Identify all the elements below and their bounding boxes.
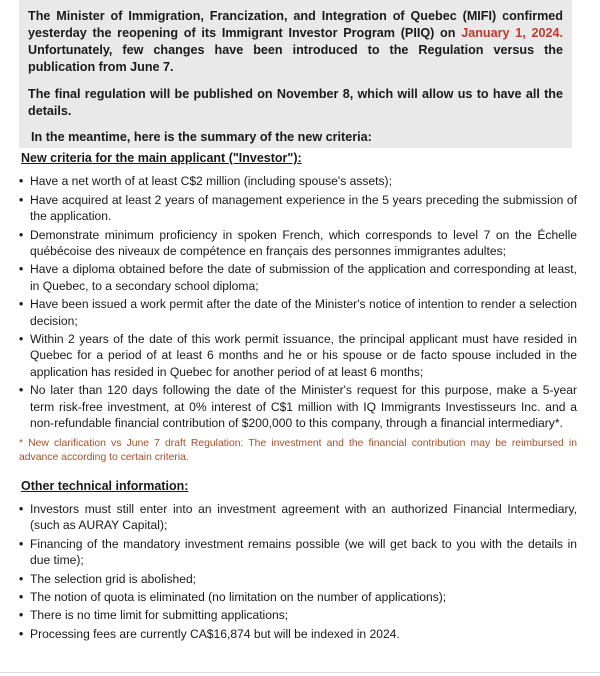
bullet-icon: • — [19, 501, 24, 516]
list-item: • Processing fees are currently CA$16,874 but will be indexed in 2024. — [19, 626, 400, 641]
list-item: • The notion of quota is eliminated (no limitation on the number of applications); — [19, 589, 447, 604]
bullet-icon: • — [19, 332, 24, 347]
intro-p1-text: The Minister of Immigration, Francization, and Integration of Quebec (MIFI) confirmed yesterday the reopening of its Immigrant Investor Program (PIIQ) on — [28, 9, 563, 40]
list-item: • Investors must still enter into an investment agreement with an authorized Financial Intermediary, (such as AURAY Capital); — [19, 501, 577, 533]
page-divider — [0, 672, 600, 673]
list-item: • Have a diploma obtained before the date of submission of the application and corresponding at least, in Quebec, to a secondary school diploma; — [19, 262, 577, 293]
bullet-icon: • — [19, 174, 24, 189]
bullet-icon: • — [19, 383, 24, 398]
reopening-date: January 1, 2024. — [461, 26, 563, 40]
bullet-icon: • — [19, 608, 24, 623]
bullet-icon: • — [19, 227, 24, 242]
bullet-icon: • — [19, 626, 24, 641]
bullet-icon: • — [19, 262, 24, 277]
list-item: • Demonstrate minimum proficiency in spoken French, which corresponds to level 7 on the Échelle québécoise des niveaux de compétence en français des personnes immigrantes adultes; — [19, 227, 577, 259]
intro-paragraph-1 — [28, 8, 563, 76]
bullet-icon: • — [19, 192, 24, 207]
intro-p1-end: Unfortunately, few changes have been introduced to the Regulation versus the publication from June 7. — [28, 43, 563, 74]
section1-heading: New criteria for the main applicant ("Investor"): — [21, 151, 302, 165]
main-content — [19, 150, 577, 644]
list-item: • No later than 120 days following the date of the Minister's request for this purpose, make a 5-year term risk-free investment, at 0% interest of C$1 million with IQ Immigrants Investisseurs Inc. and a non-refundable financial contribution of $200,000 to this company, through a financial intermediary*. — [19, 383, 577, 431]
section2-heading: Other technical information: — [21, 478, 189, 493]
list-item: • The selection grid is abolished; — [19, 571, 197, 586]
clarification-note: * New clarification vs June 7 draft Regulation: The investment and the financial contribution may be reimbursed in advance according to certain criteria. — [19, 437, 577, 463]
intro-box — [19, 0, 572, 148]
bullet-icon: • — [19, 589, 24, 604]
technical-info-list — [19, 501, 577, 642]
list-item: • Have been issued a work permit after the date of the Minister's notice of intention to render a selection decision; — [19, 297, 577, 328]
bullet-icon: • — [19, 297, 24, 312]
intro-paragraph-2: The final regulation will be published on November 8, which will allow us to have all the details. — [28, 87, 563, 118]
list-item: • There is no time limit for submitting applications; — [19, 608, 289, 623]
bullet-icon: • — [19, 536, 24, 551]
list-item: • Within 2 years of the date of this work permit issuance, the principal applicant must have resided in Quebec for a period of at least 6 months and he or his spouse or de facto spouse included in the application has resided in Quebec for another period of at least 6 months; — [19, 332, 577, 379]
bullet-icon: • — [19, 571, 24, 586]
list-item: • Have a net worth of at least C$2 million (including spouse's assets); — [19, 174, 392, 189]
intro-paragraph-3: In the meantime, here is the summary of the new criteria: — [31, 130, 372, 144]
list-item: • Financing of the mandatory investment remains possible (we will get back to you with the details in due time); — [19, 536, 577, 568]
criteria-list — [19, 173, 577, 431]
list-item: • Have acquired at least 2 years of management experience in the 5 years preceding the submission of the application. — [19, 192, 577, 224]
